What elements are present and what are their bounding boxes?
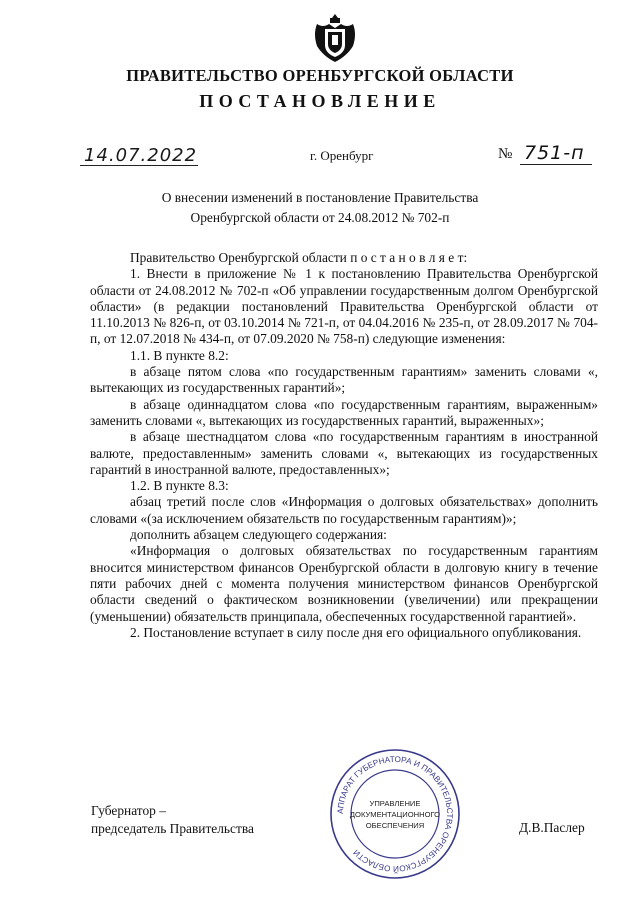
- body-paragraph: «Информация о долговых обязательствах по государственным гарантиям вносится министерством финансов Оренбургской области в долговую книгу в течение пяти рабочих дней с момента получения министерством финансов Оренбургской области сведений о фактическом возникновении (увеличении) или прекращении (уменьшении) обязательств принципала, обеспеченных государственной гарантией».: [90, 543, 598, 624]
- body-paragraph: 1. Внести в приложение № 1 к постановлению Правительства Оренбургской области от 24.08.2012 № 702-п «Об управлении государственным долгом Оренбургской области» (в редакции постановлений Правительства Оренбургской области от 11.10.2013 № 826-п, от 03.10.2014 № 721-п, от 04.04.2016 № 235-п, от 28.09.2017 № 704-п, от 12.07.2018 № 434-п, от 07.09.2020 № 758-п) следующие изменения:: [90, 266, 598, 347]
- body-paragraph: в абзаце одиннадцатом слова «по государственным гарантиям, выраженным» заменить словами «, вытекающих из государственных гарантий, выраженных»;: [90, 396, 598, 428]
- document-city: г. Оренбург: [310, 148, 374, 163]
- subject-line-2: Оренбургской области от 24.08.2012 № 702-п: [190, 210, 450, 225]
- stamp-line-1: УПРАВЛЕНИЕ: [369, 799, 421, 808]
- stamp-graphic: [328, 747, 462, 881]
- government-title: ПРАВИТЕЛЬСТВО ОРЕНБУРГСКОЙ ОБЛАСТИ: [126, 66, 514, 85]
- stamp-line-2: ДОКУМЕНТАЦИОННОГО: [349, 810, 441, 819]
- document-type: ПОСТАНОВЛЕНИЕ: [199, 91, 441, 111]
- body-paragraph: 1.1. В пункте 8.2:: [130, 347, 229, 363]
- signer-title-line-2: председатель Правительства: [91, 821, 254, 836]
- number-sign: №: [498, 146, 513, 162]
- stamp-line-3: ОБЕСПЕЧЕНИЯ: [365, 821, 425, 830]
- body-paragraph: 2. Постановление вступает в силу после дня его официального опубликования.: [130, 624, 582, 640]
- document-subject: [120, 188, 520, 228]
- body-paragraph: абзац третий после слов «Информация о долговых обязательствах» дополнить словами «(за исключением обязательств по государственным гарантиям)»;: [90, 494, 598, 526]
- document-date: 14.07.2022: [84, 145, 198, 166]
- document-number: 751-п: [524, 142, 585, 164]
- body-paragraph: в абзаце пятом слова «по государственным гарантиям» заменить словами «, вытекающих из государственных гарантий»;: [90, 364, 598, 396]
- signer-name: Д.В.Паслер: [519, 820, 585, 835]
- subject-line-1: О внесении изменений в постановление Правительства: [161, 190, 479, 205]
- body-paragraph: 1.2. В пункте 8.3:: [130, 478, 229, 494]
- official-stamp: [328, 747, 462, 881]
- document-body: [90, 250, 598, 641]
- body-paragraph: дополнить абзацем следующего содержания:: [130, 527, 387, 543]
- stamp-ring-text: АППАРАТ ГУБЕРНАТОРА И ПРАВИТЕЛЬСТВА ОРЕНБУРГСКОЙ ОБЛАСТИ: [335, 754, 455, 874]
- signer-title-line-1: Губернатор –: [91, 803, 166, 818]
- number-underline: [520, 164, 592, 165]
- coat-of-arms-icon: [311, 12, 359, 64]
- body-paragraph: в абзаце шестнадцатом слова «по государственным гарантиям в иностранной валюте, предоставленным» заменить словами «, вытекающих из государственных гарантий в иностранной валюте, предоставленных»;: [90, 429, 598, 477]
- date-underline: [80, 165, 198, 166]
- signer-title: [91, 802, 254, 838]
- body-paragraph: Правительство Оренбургской области п о с т а н о в л я е т:: [130, 250, 468, 265]
